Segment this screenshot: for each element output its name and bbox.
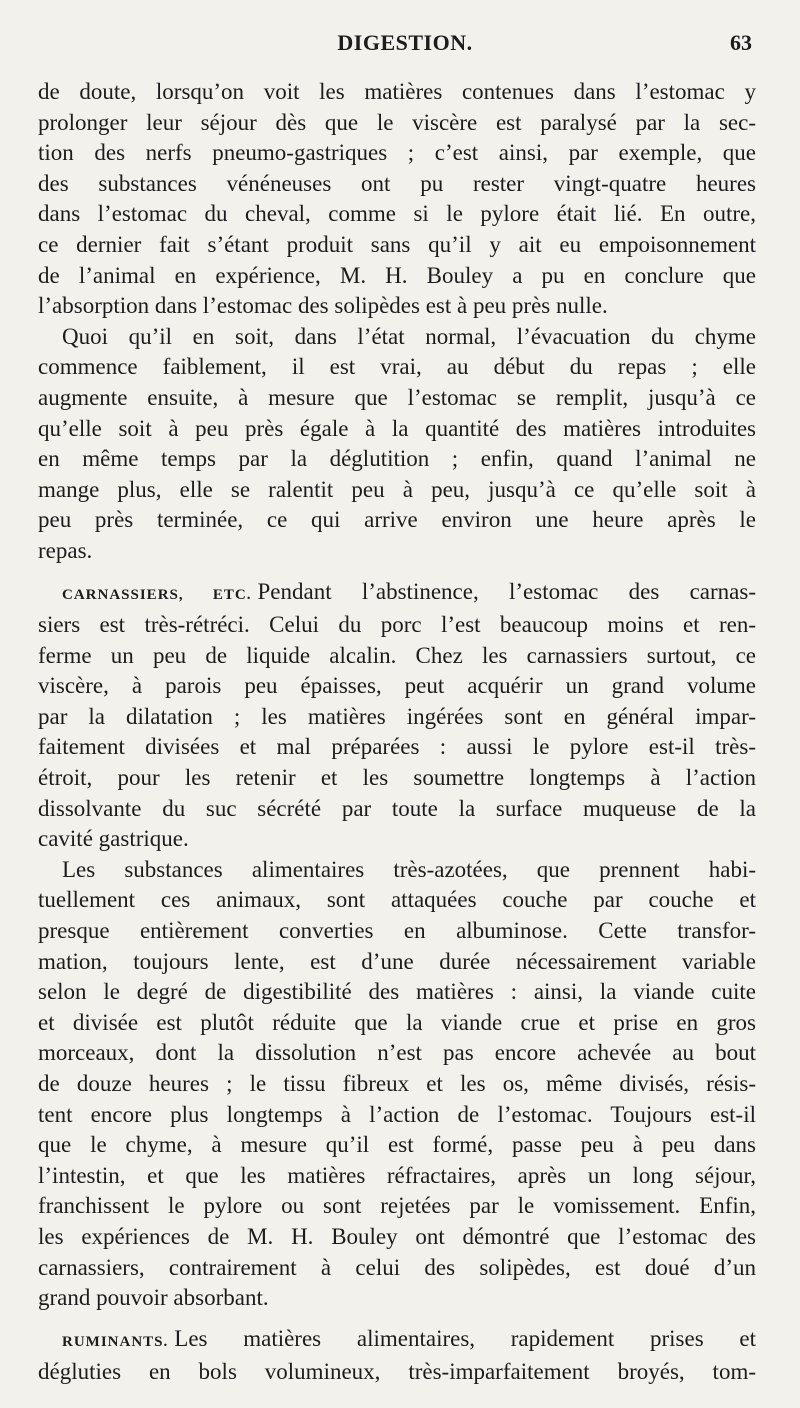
text-line: tent encore plus longtemps à l’action de l’estomac. Toujours est-il [38, 1101, 756, 1127]
text-line [38, 1324, 756, 1358]
text-line: presque entièrement converties en albuminose. Cette transfor- [38, 918, 756, 944]
text-line: mange plus, elle se ralentit peu à peu, jusqu’à ce qu’elle soit à [38, 476, 756, 502]
text-line: morceaux, dont la dissolution n’est pas encore achevée au bout [38, 1040, 756, 1066]
text-run: Pendant l’abstinence, l’estomac des carnas- [257, 578, 756, 604]
text-line: par la dilatation ; les matières ingérées sont en général impar- [38, 703, 756, 729]
text-line: de doute, lorsqu’on voit les matières contenues dans l’estomac y [38, 79, 756, 104]
text-line: Quoi qu’il en soit, dans l’état normal, l’évacuation du chyme [62, 323, 756, 349]
text-line: l’intestin, et que les matières réfractaires, après un long séjour, [38, 1162, 756, 1188]
text-line: ce dernier fait s’étant produit sans qu’il y ait eu empoisonnement [38, 231, 756, 257]
text-line: prolonger leur séjour dès que le viscère est paralysé par la sec- [38, 109, 756, 135]
text-line: faitement divisées et mal préparées : aussi le pylore est-il très- [38, 734, 756, 760]
text-line: qu’elle soit à peu près égale à la quantité des matières introduites [38, 415, 756, 441]
text-line: carnassiers, contrairement à celui des solipèdes, est doué d’un [38, 1254, 756, 1280]
text-run: Les matières alimentaires, rapidement prises et [174, 1325, 756, 1351]
text-line: l’absorption dans l’estomac des solipèdes est à peu près nulle. [38, 293, 608, 319]
paragraph-1 [38, 77, 756, 322]
text-line: grand pouvoir absorbant. [38, 1285, 269, 1311]
text-line: commence faiblement, il est vrai, au début du repas ; elle [38, 354, 756, 380]
text-line: de l’animal en expérience, M. H. Bouley a pu en conclure que [38, 262, 756, 288]
text-line: dissolvante du suc sécrété par toute la surface muqueuse de la [38, 795, 756, 821]
text-line: les expériences de M. H. Bouley ont démontré que l’estomac des [38, 1223, 756, 1249]
text-line: étroit, pour les retenir et les soumettre longtemps à l’action [38, 765, 756, 791]
page-header [40, 30, 770, 60]
text-line: en même temps par la déglutition ; enfin, quand l’animal ne [38, 446, 756, 472]
running-title: DIGESTION. [337, 30, 473, 55]
text-line: dans l’estomac du cheval, comme si le pylore était lié. En outre, [38, 201, 756, 227]
text-line: des substances vénéneuses ont pu rester vingt-quatre heures [38, 170, 756, 196]
text-line: selon le degré de digestibilité des matières : ainsi, la viande cuite [38, 979, 756, 1005]
text-line: mation, toujours lente, est d’une durée nécessairement variable [38, 948, 756, 974]
text-line: et divisée est plutôt réduite que la viande crue et prise en gros [38, 1009, 756, 1035]
paragraph-5 [38, 1324, 756, 1388]
text-line: Les substances alimentaires très-azotées, que prennent habi- [62, 856, 756, 882]
text-line: siers est très-rétréci. Celui du porc l’est beaucoup moins et ren- [38, 612, 756, 638]
paragraph-2 [38, 322, 756, 567]
paragraph-3 [38, 577, 756, 855]
text-line [38, 577, 756, 611]
page-number: 63 [730, 30, 752, 55]
text-line: peu près terminée, ce qui arrive environ une heure après le [38, 507, 756, 533]
text-line: de douze heures ; le tissu fibreux et les os, même divisés, résis- [38, 1071, 756, 1096]
text-line: cavité gastrique. [38, 826, 189, 852]
text-line: augmente ensuite, à mesure que l’estomac se remplit, jusqu’à ce [38, 384, 756, 410]
text-line: viscère, à parois peu épaisses, peut acquérir un grand volume [38, 673, 756, 699]
text-line: que le chyme, à mesure qu’il est formé, passe peu à peu dans [38, 1132, 756, 1158]
section-heading: RUMINANTS. [62, 1333, 169, 1350]
text-line: franchissent le pylore ou sont rejetées par le vomissement. Enfin, [38, 1193, 756, 1219]
text-line: tuellement ces animaux, sont attaquées couche par couche et [38, 887, 756, 913]
paragraph-4 [38, 855, 756, 1314]
section-heading: CARNASSIERS, ETC. [62, 586, 252, 603]
text-line: ferme un peu de liquide alcalin. Chez les carnassiers surtout, ce [38, 642, 756, 668]
body-text [38, 77, 756, 1388]
text-line: repas. [38, 537, 93, 563]
text-line: dégluties en bols volumineux, très-imparfaitement broyés, tom- [38, 1359, 756, 1385]
text-line: tion des nerfs pneumo-gastriques ; c’est ainsi, par exemple, que [38, 140, 756, 166]
